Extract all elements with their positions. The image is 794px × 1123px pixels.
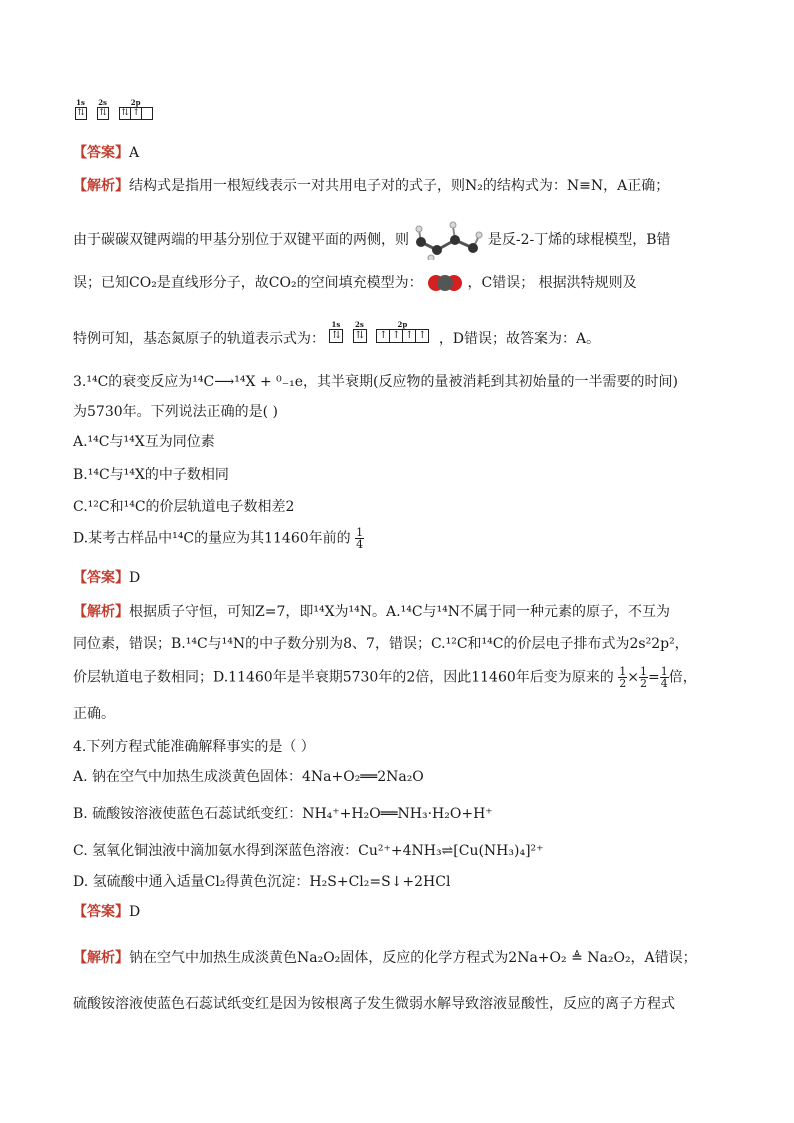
orbital-group [376,320,428,349]
co2-space-filling-model-image [427,272,463,294]
orbital-label: 2s [355,320,364,329]
orbital-box: ↑ [402,329,416,343]
answer-tag: 【答案】 [73,904,129,920]
q3-answer-line [73,568,723,588]
q4-stem: 4.下列方程式能准确解释事实的是（ ） [73,739,315,755]
orbital-group [97,98,108,126]
denominator: 2 [619,677,627,690]
q3-analysis-line-1 [73,602,723,622]
orbital-label: 1s [76,98,85,107]
orbital-box: ⇅ [97,107,109,120]
orbital-label: 2s [98,98,107,107]
answer-value: D [129,570,141,586]
answer-tag: 【答案】 [73,145,129,161]
q3-option-b: B.¹⁴C与¹⁴X的中子数相同 [73,467,229,483]
fraction [660,666,669,689]
orbital-box: ⇅ [119,107,131,120]
orbital-group [353,320,366,349]
numerator: 1 [660,665,668,678]
fraction [618,666,627,689]
q3-option-c: C.¹²C和¹⁴C的价层轨道电子数相差2 [73,499,295,515]
analysis-text: 钠在空气中加热生成淡黄色Na₂O₂固体，反应的化学方程式为2Na+O₂ ≜ Na₂O₂，A错误； [129,950,697,966]
orbital-box: ↑ [376,329,390,343]
q4-option-c: C. 氢氧化铜浊液中滴加氨水得到深蓝色溶液：Cu²⁺+4NH₃⇌[Cu(NH₃)₄]²⁺ [73,843,544,859]
answer-tag: 【答案】 [73,570,129,586]
analysis-text: ，C错误； 根据洪特规则及 [467,275,637,291]
orbital-diagram-top [75,98,158,126]
orbital-box: ⇅ [75,107,87,120]
q3-option-a: A.¹⁴C与¹⁴X互为同位素 [73,434,215,450]
fraction [639,666,648,689]
orbital-label: 2p [397,320,408,329]
q3-stem-line-2: 为5730年。下列说法正确的是( ) [73,404,279,420]
fraction [355,527,364,550]
q3-stem-line-1: 3.¹⁴C的衰变反应为¹⁴C⟶¹⁴X + ⁰₋₁e，其半衰期(反应物的量被消耗到其初始量的一半需要的时间) [73,374,678,390]
q4-analysis-line-1 [73,948,723,968]
denominator: 2 [639,677,647,690]
orbital-label: 1s [331,320,341,329]
q2-analysis-line-3 [73,272,723,294]
analysis-text: 价层轨道电子数相同；D.11460年是半衰期5730年的2倍，因此11460年后变为原来的 [73,669,614,686]
answer-value: D [129,904,141,920]
orbital-box: ↑ [415,329,429,343]
q4-answer-line [73,902,723,922]
q2-analysis-line-4 [73,320,723,352]
analysis-text: 是反-2-丁烯的球棍模型，B错 [487,232,671,248]
q4-analysis-line-2: 硫酸铵溶液使蓝色石蕊试纸变红是因为铵根离子发生微弱水解导致溶液显酸性，反应的离子方程式 [73,996,675,1012]
answer-value: A [129,145,140,161]
orbital-box: ↑ [130,107,142,120]
q3-analysis-line-2: 同位素，错误；B.¹⁴C与¹⁴N的中子数分别为8、7，错误；C.¹²C和¹⁴C的价层电子排布式为2s²2p²， [73,636,689,652]
orbital-group [75,98,86,126]
q4-option-b: B. 硫酸铵溶液使蓝色石蕊试纸变红：NH₄⁺+H₂O══NH₃·H₂O+H⁺ [73,806,493,822]
denominator: 4 [356,538,364,551]
analysis-text: 由于碳碳双键两端的甲基分别位于双键平面的两侧，则 [73,232,409,248]
analysis-text: 根据质子守恒，可知Z=7，即¹⁴X为¹⁴N。A.¹⁴C与¹⁴N不属于同一种元素的原子，不互为 [129,604,671,620]
analysis-text: ，D错误；故答案为：A。 [438,331,601,347]
q4-option-a: A. 钠在空气中加热生成淡黄色固体：4Na+O₂══2Na₂O [73,769,424,785]
q2-analysis-line-1 [73,176,723,196]
orbital-box: ⇅ [329,329,343,343]
q3-option-d [73,527,723,550]
analysis-tag: 【解析】 [73,604,129,620]
q2-analysis-line-2 [73,220,723,260]
orbital-group [119,98,152,126]
orbital-group [329,320,342,349]
orbital-box: ↑ [389,329,403,343]
numerator: 1 [619,665,627,678]
orbital-label: 2p [130,98,141,107]
orbital-box [141,107,153,120]
analysis-text: 误；已知CO₂是直线形分子，故CO₂的空间填充模型为： [73,275,423,291]
q2-answer-line [73,143,723,163]
numerator: 1 [356,526,364,539]
orbital-box: ⇅ [353,329,367,343]
numerator: 1 [639,665,647,678]
denominator: 4 [660,677,668,690]
q3-analysis-line-4: 正确。 [73,706,115,722]
analysis-text: 倍， [668,669,697,686]
analysis-text: 特例可知，基态氮原子的轨道表示式为： [73,331,325,347]
butene-ball-stick-model-image [413,220,483,260]
equals-sign: = [647,669,660,686]
analysis-text: 结构式是指用一根短线表示一对共用电子对的式子，则N₂的结构式为：N≡N，A正确； [129,178,670,194]
times-sign: × [627,669,639,686]
q4-option-d: D. 氢硫酸中通入适量Cl₂得黄色沉淀：H₂S+Cl₂=S↓+2HCl [73,874,451,890]
analysis-tag: 【解析】 [73,950,129,966]
nitrogen-orbital-diagram [329,320,434,349]
q3-analysis-line-3 [73,666,723,696]
option-text: D.某考古样品中¹⁴C的量应为其11460年前的 [73,530,351,547]
analysis-tag: 【解析】 [73,178,129,194]
